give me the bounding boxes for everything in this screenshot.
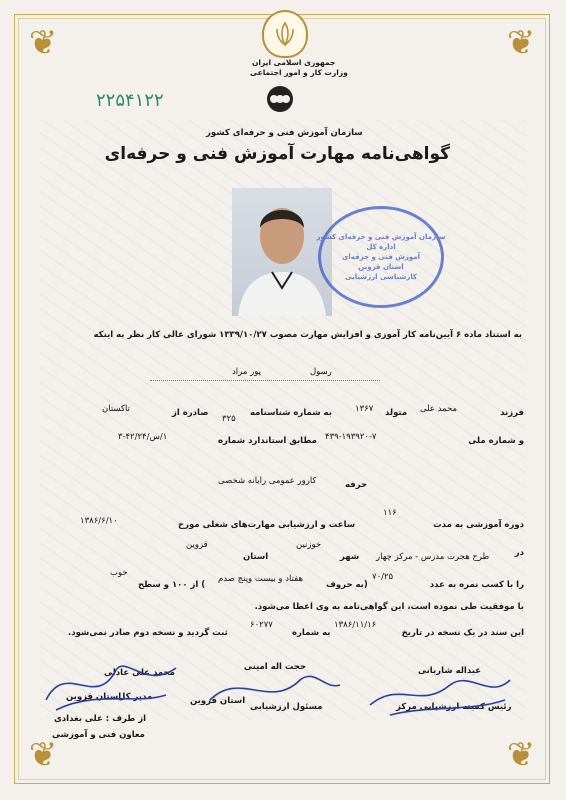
label-reg-number: به شماره bbox=[292, 628, 331, 638]
province: قزوین bbox=[186, 540, 208, 550]
label-issue-date: این سند در یک نسخه در تاریخ bbox=[401, 628, 524, 638]
ornament-corner-icon: ❦ bbox=[506, 735, 536, 775]
score-words: هفتاد و بیست وپنج صدم bbox=[218, 574, 303, 584]
stamp-line: آموزش فنی و حرفه‌ای bbox=[341, 253, 421, 261]
right-signer-name: عبداله شاربانی bbox=[418, 666, 482, 676]
city: خوزنین bbox=[296, 540, 322, 550]
deputy-title: معاون فنی و آموزشی bbox=[52, 730, 145, 740]
stamp-line: استان قزوین bbox=[358, 263, 404, 271]
stamp-line: کارشناسی ارزشیابی bbox=[344, 273, 418, 281]
left-signer-title: مدیر کل bbox=[118, 692, 153, 702]
middle-signer-province: استان قزوین bbox=[190, 696, 246, 706]
right-signer-title: رئیس کمیته ارزشیابی مرکز bbox=[396, 702, 512, 712]
issue-date: ۱۳۸۶/۱۱/۱۶ bbox=[334, 620, 377, 630]
label-score-level: ) از ۱۰۰ و سطح bbox=[138, 580, 206, 590]
first-name: رسول bbox=[310, 367, 332, 377]
label-score: را با کسب نمره به عدد bbox=[429, 580, 524, 590]
label-standard: مطابق استاندارد شماره bbox=[218, 436, 317, 446]
ornament-corner-icon: ❦ bbox=[28, 23, 58, 63]
training-center: طرح هجرت مدرس - مرکز چهار bbox=[376, 552, 490, 562]
left-signer-province: استان قزوین bbox=[66, 692, 122, 702]
stamp-line: اداره کل bbox=[366, 243, 396, 251]
standard-number: ۱/س/۴۲/۲۴-۳ bbox=[118, 432, 168, 442]
stamp-line: سازمان آموزش فنی و حرفه‌ای کشور bbox=[316, 233, 446, 241]
last-name: پور مراد bbox=[232, 367, 261, 377]
ornament-corner-icon: ❦ bbox=[28, 735, 58, 775]
label-course-duration: دوره آموزشی به مدت bbox=[433, 520, 524, 530]
father-name: محمد علی bbox=[420, 404, 458, 414]
fill-line bbox=[150, 380, 380, 381]
intro-clause: به استناد ماده ۶ آیین‌نامه کار آموزی و افزایش مهارت مصوب ۱۳۳۹/۱۰/۲۷ شورای عالی کار نظر به اینکه bbox=[93, 330, 522, 340]
exam-date: ۱۳۸۶/۶/۱۰ bbox=[80, 516, 118, 526]
left-signature-icon bbox=[36, 650, 186, 720]
label-province: استان bbox=[243, 552, 269, 562]
course-hours: ۱۱۶ bbox=[383, 508, 397, 518]
completion-statement: با موفقیت طی نموده است، این گواهی‌نامه به وی اعطا می‌شود. bbox=[254, 602, 524, 612]
label-born: متولد bbox=[385, 408, 408, 418]
label-national-id: و شماره ملی bbox=[468, 436, 524, 446]
organization-name: سازمان آموزش فنی و حرفه‌ای کشور bbox=[206, 128, 363, 138]
tvto-logo-icon bbox=[263, 84, 297, 114]
score-level: خوب bbox=[110, 568, 128, 578]
label-id-number: به شماره شناسنامه bbox=[250, 408, 332, 418]
registration-note: ثبت گردید و نسخه دوم صادر نمی‌شود. bbox=[68, 628, 228, 638]
label-in: در bbox=[514, 548, 524, 558]
label-hours-evaluation: ساعت و ارزشیابی مهارت‌های شغلی مورخ bbox=[178, 520, 356, 530]
certificate-title: گواهی‌نامه مهارت آموزش فنی و حرفه‌ای bbox=[104, 144, 450, 164]
label-score-words: (به حروف bbox=[326, 580, 368, 590]
middle-signer-name: حجت اله امینی bbox=[244, 662, 307, 672]
id-number: ۳۲۵ bbox=[222, 414, 236, 424]
deputy-signer: از طرف : علی بغدادی bbox=[54, 714, 147, 724]
left-signer-name: محمد علی عادلی bbox=[104, 668, 175, 678]
right-signature-icon bbox=[360, 660, 520, 720]
ministry-name: وزارت کار و امور اجتماعی bbox=[250, 68, 348, 77]
holder-photo bbox=[232, 188, 332, 316]
score-digits: ۷۰/۲۵ bbox=[372, 572, 394, 582]
registration-number: ۶۰۲۷۷ bbox=[250, 620, 273, 630]
label-issued-from: صادره از bbox=[172, 408, 209, 418]
profession: کارور عمومی رایانه شخصی bbox=[218, 476, 317, 486]
official-stamp bbox=[318, 206, 444, 308]
national-id: ۴۳۹-۱۹۳۹۲۰-۷ bbox=[325, 432, 377, 442]
country-name: جمهوری اسلامی ایران bbox=[252, 58, 336, 67]
middle-signature-icon bbox=[200, 660, 350, 720]
label-profession: حرفه bbox=[345, 480, 368, 490]
iran-emblem-icon bbox=[262, 10, 308, 58]
middle-signer-title: مسئول ارزشیابی bbox=[250, 702, 323, 712]
serial-number: ۲۲۵۴۱۲۲ bbox=[96, 90, 164, 111]
label-city: شهر bbox=[340, 552, 360, 562]
issued-from: تاکستان bbox=[102, 404, 130, 414]
label-child-of: فرزند bbox=[500, 408, 524, 418]
birth-year: ۱۳۶۷ bbox=[355, 404, 374, 414]
ornament-corner-icon: ❦ bbox=[506, 23, 536, 63]
